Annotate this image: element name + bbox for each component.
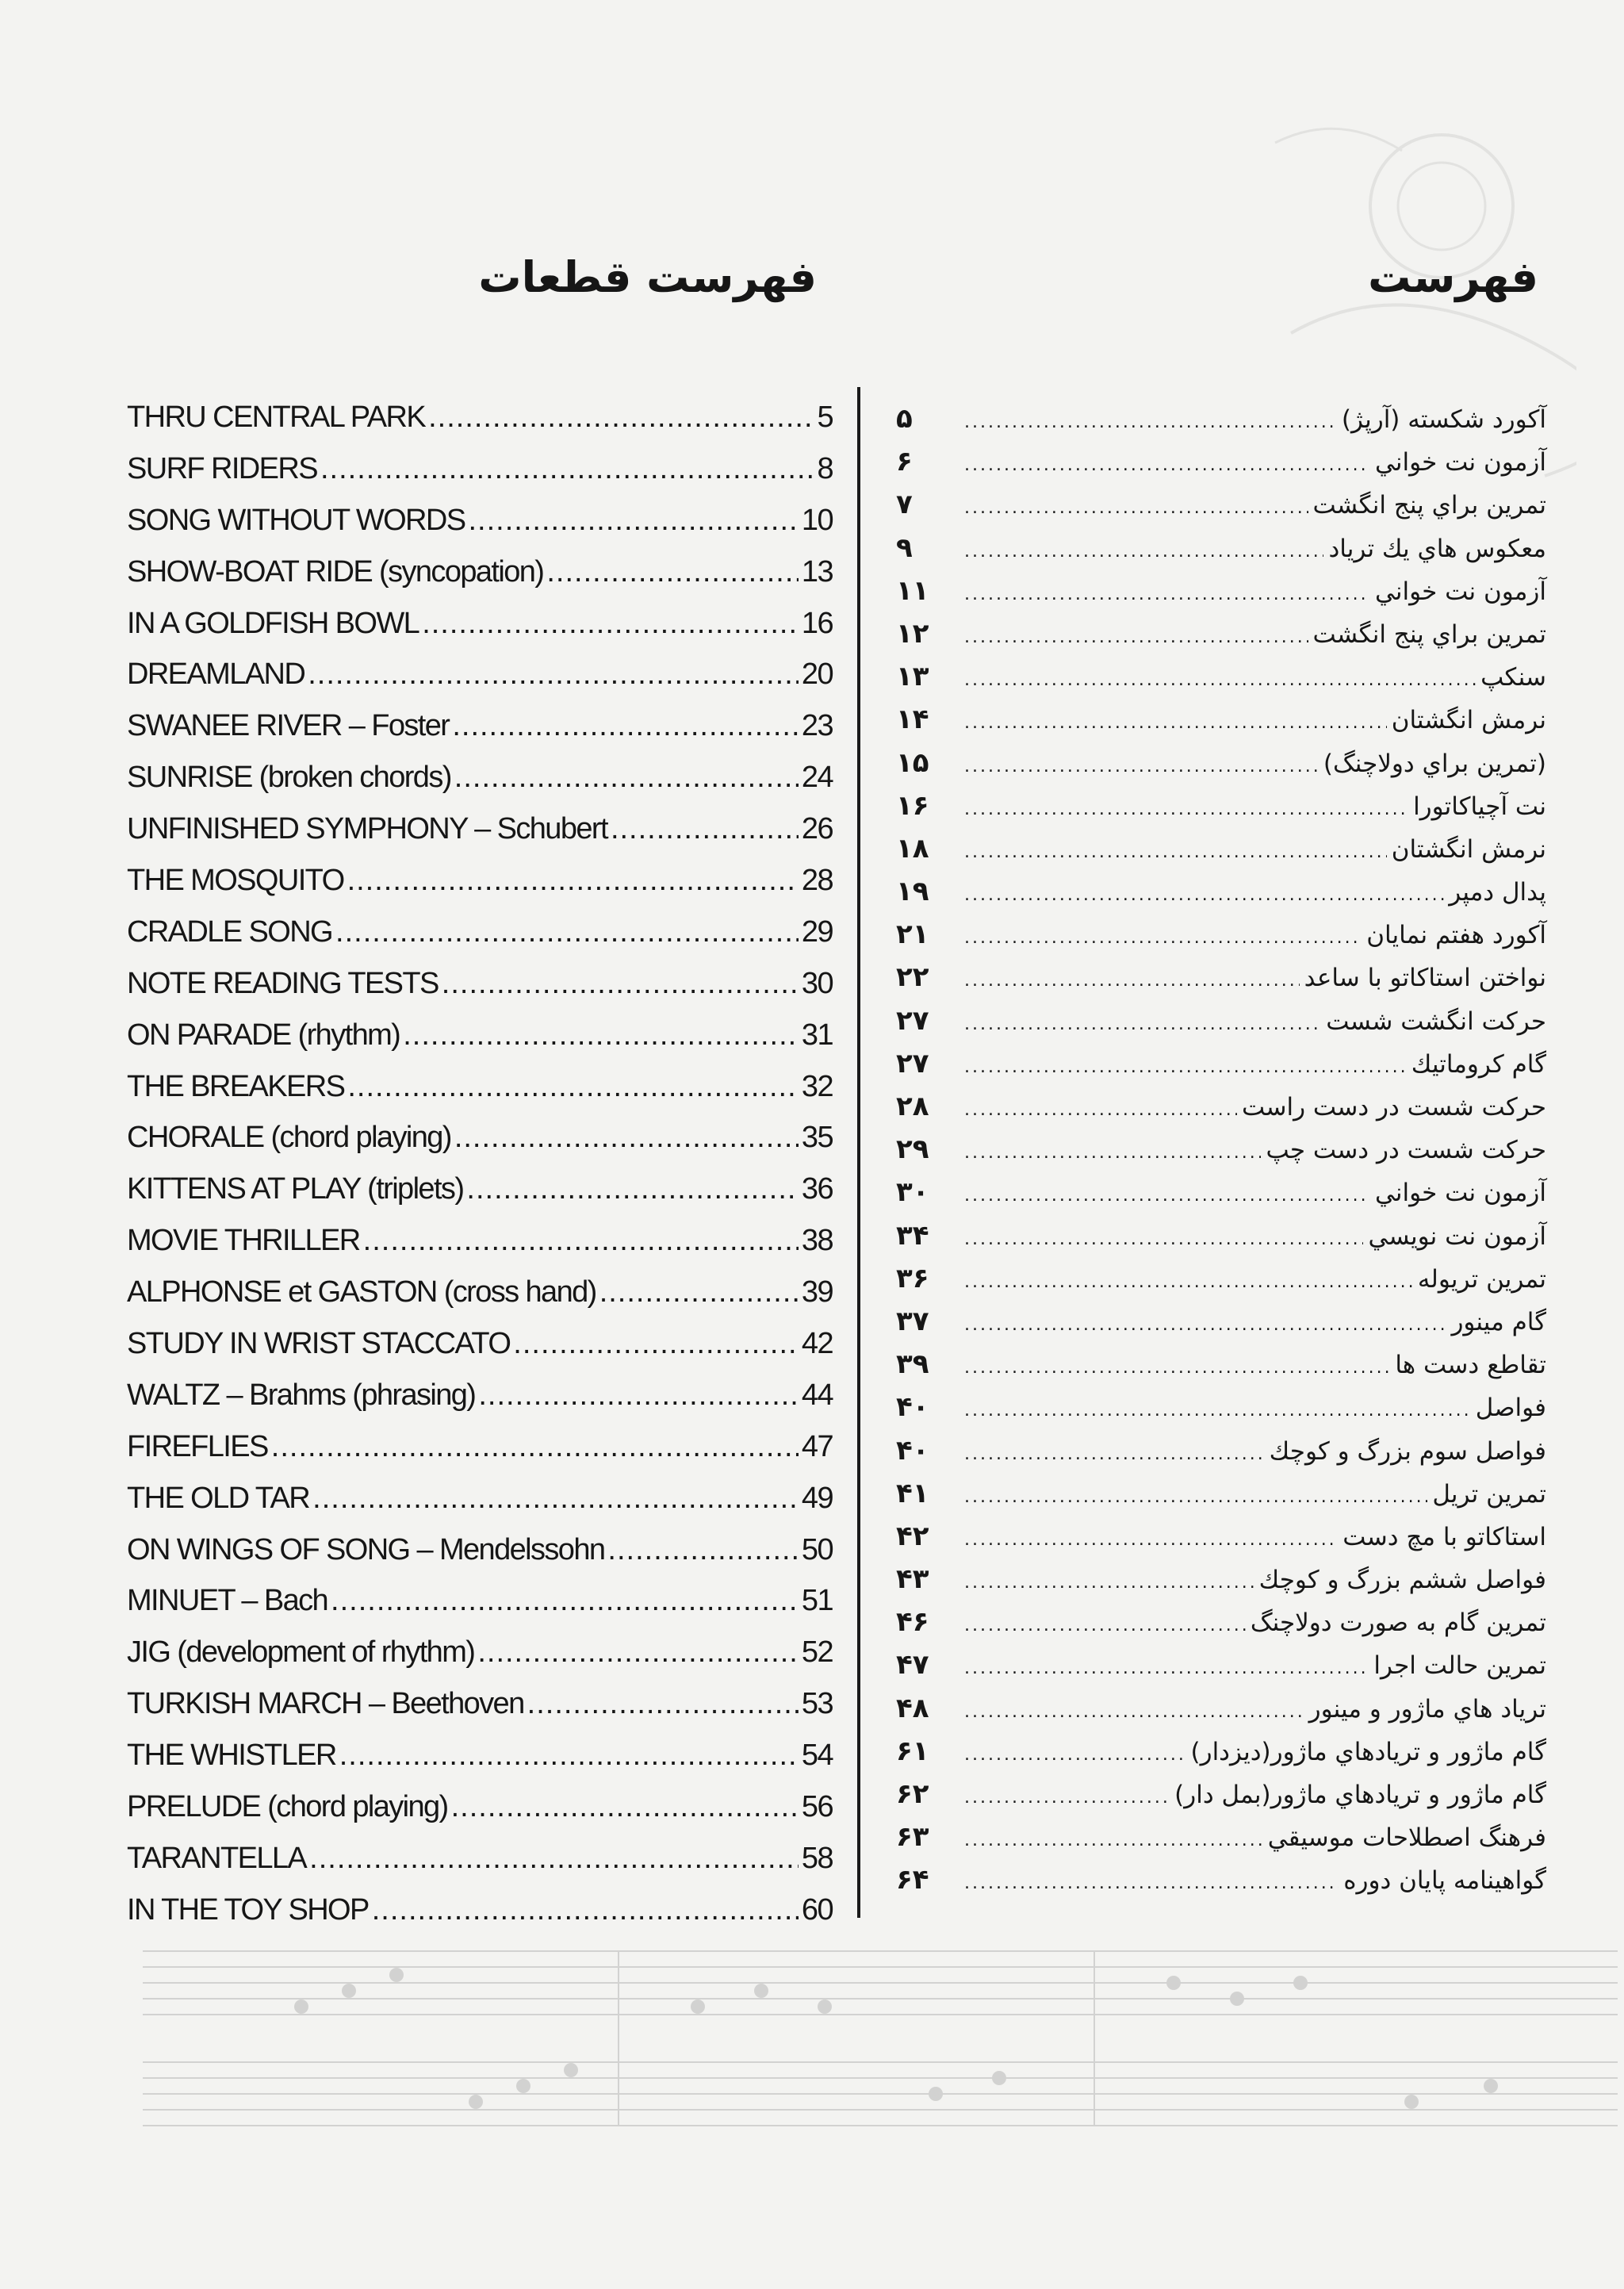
dot-leader bbox=[452, 709, 799, 743]
entry-page-number: ۲۷ bbox=[896, 1047, 929, 1079]
entry-page-number: ۴۸ bbox=[896, 1692, 929, 1724]
dot-leader bbox=[964, 799, 1408, 819]
dot-leader bbox=[312, 1482, 799, 1516]
entry-page-number: ۲۸ bbox=[896, 1091, 929, 1122]
dot-leader bbox=[372, 1893, 799, 1927]
dot-leader bbox=[964, 1014, 1321, 1034]
entry-page-number: 51 bbox=[801, 1584, 833, 1618]
entry-page-number: 26 bbox=[801, 812, 833, 846]
entry-page-number: 44 bbox=[801, 1378, 833, 1412]
dot-leader bbox=[599, 1275, 799, 1309]
contents-entry bbox=[896, 1005, 1546, 1048]
dot-leader bbox=[451, 1790, 799, 1824]
entry-page-number: ۱۴ bbox=[896, 704, 929, 736]
piece-entry bbox=[127, 812, 833, 864]
entry-page-number: ۳۷ bbox=[896, 1305, 929, 1337]
entry-title: ON PARADE (rhythm) bbox=[127, 1018, 400, 1052]
entry-page-number: ۳۶ bbox=[896, 1262, 929, 1294]
entry-page-number: ۴۰ bbox=[896, 1434, 929, 1467]
dot-leader bbox=[964, 1143, 1261, 1163]
piece-entry bbox=[127, 1327, 833, 1378]
piece-entry bbox=[127, 1635, 833, 1687]
entry-page-number: 58 bbox=[801, 1841, 833, 1875]
entry-page-number: 52 bbox=[801, 1635, 833, 1670]
contents-entry bbox=[896, 704, 1546, 746]
dot-leader bbox=[964, 1401, 1471, 1421]
piece-entry bbox=[127, 1893, 833, 1945]
entry-title: NOTE READING TESTS bbox=[127, 966, 439, 1000]
dot-leader bbox=[964, 1745, 1186, 1765]
dot-leader bbox=[513, 1327, 799, 1361]
piece-entry bbox=[127, 709, 833, 761]
dot-leader bbox=[607, 1533, 799, 1567]
dot-leader bbox=[403, 1018, 799, 1052]
entry-title: آکورد هفتم نمايان bbox=[1366, 921, 1546, 950]
dot-leader bbox=[964, 1315, 1446, 1335]
column-divider bbox=[857, 387, 860, 1918]
entry-page-number: 60 bbox=[801, 1892, 833, 1927]
piece-entry bbox=[127, 1018, 833, 1070]
entry-title: نواختن استاکاتو با ساعد bbox=[1304, 964, 1546, 993]
entry-page-number: ۴۲ bbox=[896, 1520, 929, 1552]
contents-entry bbox=[896, 1048, 1546, 1091]
piece-entry bbox=[127, 761, 833, 812]
dot-leader bbox=[363, 1224, 799, 1258]
contents-entry bbox=[896, 618, 1546, 661]
entry-title: گام مينور bbox=[1451, 1307, 1546, 1336]
dot-leader bbox=[477, 1635, 799, 1670]
entry-page-number: ۱۸ bbox=[896, 832, 929, 865]
contents-entry bbox=[896, 1176, 1546, 1219]
dot-leader bbox=[339, 1739, 799, 1773]
contents-entry bbox=[896, 961, 1546, 1004]
contents-entry bbox=[896, 1864, 1546, 1907]
contents-entry bbox=[896, 1778, 1546, 1821]
entry-page-number: 36 bbox=[801, 1172, 833, 1206]
entry-title: حرکت شست در دست چپ bbox=[1266, 1136, 1546, 1165]
dot-leader bbox=[964, 542, 1323, 562]
entry-title: سنکپ bbox=[1480, 663, 1546, 692]
entry-title: WALTZ – Brahms (phrasing) bbox=[127, 1378, 476, 1412]
entry-page-number: ۱۶ bbox=[896, 789, 929, 822]
entry-title: گواهينامه پايان دوره bbox=[1343, 1866, 1546, 1896]
entry-title: معکوس هاي يك ترياد bbox=[1328, 534, 1546, 563]
entry-title: SWANEE RIVER – Foster bbox=[127, 709, 450, 743]
dot-leader bbox=[964, 713, 1387, 733]
entry-title: IN THE TOY SHOP bbox=[127, 1892, 369, 1927]
dot-leader bbox=[527, 1687, 799, 1721]
entry-page-number: ۲۲ bbox=[896, 961, 929, 994]
dot-leader bbox=[454, 1121, 799, 1155]
dot-leader bbox=[964, 412, 1337, 432]
dot-leader bbox=[335, 915, 799, 949]
contents-entry bbox=[896, 1306, 1546, 1348]
entry-title: MINUET – Bach bbox=[127, 1584, 328, 1618]
entry-title: (تمرين براي دولاچنگ) bbox=[1323, 749, 1546, 778]
contents-entry bbox=[896, 1649, 1546, 1692]
entry-page-number: ۲۷ bbox=[896, 1004, 929, 1037]
dot-leader bbox=[422, 607, 799, 641]
entry-title: FIREFLIES bbox=[127, 1429, 268, 1463]
entry-page-number: 20 bbox=[801, 658, 833, 692]
dot-leader bbox=[611, 812, 799, 846]
contents-entry bbox=[896, 575, 1546, 618]
dot-leader bbox=[454, 761, 799, 795]
entry-page-number: ۱۹ bbox=[896, 876, 929, 908]
piece-entry bbox=[127, 1275, 833, 1327]
entry-title: CRADLE SONG bbox=[127, 914, 333, 949]
piece-entry bbox=[127, 915, 833, 967]
entry-page-number: ۱۱ bbox=[896, 574, 929, 607]
piece-entry bbox=[127, 967, 833, 1018]
entry-title: آزمون نت خواني bbox=[1374, 1179, 1546, 1208]
dot-leader bbox=[546, 555, 799, 589]
entry-title: فواصل ششم بزرگ و کوچك bbox=[1258, 1566, 1546, 1595]
contents-entry bbox=[896, 1478, 1546, 1520]
entry-title: گام ماژور و تريادهاي ماژور(ديزدار) bbox=[1190, 1737, 1546, 1766]
entry-page-number: ۵ bbox=[896, 403, 913, 435]
entry-title: SURF RIDERS bbox=[127, 451, 317, 485]
entry-title: نرمش انگشتان bbox=[1391, 706, 1546, 735]
contents-entry bbox=[896, 876, 1546, 918]
entry-title: تقاطع دست ها bbox=[1395, 1351, 1546, 1380]
entry-title: DREAMLAND bbox=[127, 658, 305, 692]
contents-list bbox=[896, 403, 1546, 1908]
entry-page-number: 39 bbox=[801, 1275, 833, 1309]
dot-leader bbox=[964, 627, 1308, 647]
entry-title: TARANTELLA bbox=[127, 1841, 307, 1875]
contents-entry bbox=[896, 1735, 1546, 1778]
piece-entry bbox=[127, 452, 833, 504]
entry-page-number: ۲۹ bbox=[896, 1133, 929, 1166]
dot-leader bbox=[347, 1070, 799, 1104]
contents-entry bbox=[896, 489, 1546, 531]
entry-page-number: 50 bbox=[801, 1532, 833, 1566]
entry-title: تمرين حالت اجرا bbox=[1373, 1651, 1546, 1681]
contents-entry bbox=[896, 1435, 1546, 1478]
dot-leader bbox=[964, 1831, 1263, 1850]
piece-entry bbox=[127, 504, 833, 555]
dot-leader bbox=[964, 885, 1444, 905]
dot-leader bbox=[466, 1172, 799, 1206]
dot-leader bbox=[964, 1444, 1265, 1464]
entry-page-number: ۶ bbox=[896, 446, 913, 478]
entry-page-number: ۶۳ bbox=[896, 1821, 929, 1854]
entry-title: استاکاتو با مچ دست bbox=[1342, 1522, 1546, 1551]
entry-title: THE WHISTLER bbox=[127, 1739, 336, 1773]
entry-page-number: ۴۶ bbox=[896, 1606, 929, 1639]
entry-page-number: ۳۴ bbox=[896, 1219, 929, 1252]
dot-leader bbox=[964, 1702, 1304, 1722]
entry-page-number: 28 bbox=[801, 864, 833, 898]
dot-leader bbox=[271, 1430, 799, 1464]
dot-leader bbox=[964, 670, 1476, 690]
dot-leader bbox=[468, 504, 798, 538]
entry-page-number: ۱۲ bbox=[896, 617, 929, 650]
entry-title: MOVIE THRILLER bbox=[127, 1224, 360, 1258]
dot-leader bbox=[964, 1487, 1427, 1507]
dot-leader bbox=[320, 452, 814, 486]
dot-leader bbox=[964, 1057, 1407, 1077]
contents-heading: فهرست bbox=[1368, 252, 1538, 302]
contents-entry bbox=[896, 1563, 1546, 1606]
piece-entry bbox=[127, 658, 833, 709]
entry-page-number: 54 bbox=[801, 1739, 833, 1773]
entry-title: SONG WITHOUT WORDS bbox=[127, 503, 465, 537]
dot-leader bbox=[442, 967, 799, 1001]
piece-entry bbox=[127, 1584, 833, 1635]
dot-leader bbox=[964, 1873, 1339, 1893]
dot-leader bbox=[331, 1584, 799, 1618]
entry-page-number: ۶۲ bbox=[896, 1778, 929, 1810]
entry-title: TURKISH MARCH – Beethoven bbox=[127, 1687, 524, 1721]
entry-page-number: ۶۱ bbox=[896, 1735, 929, 1767]
entry-title: آکورد شکسته (آرپژ) bbox=[1341, 405, 1546, 434]
piece-entry bbox=[127, 1687, 833, 1739]
dot-leader bbox=[428, 401, 814, 435]
entry-page-number: 13 bbox=[801, 554, 833, 589]
contents-entry bbox=[896, 1348, 1546, 1391]
entry-title: KITTENS AT PLAY (triplets) bbox=[127, 1172, 464, 1206]
entry-title: آزمون نت خواني bbox=[1374, 577, 1546, 606]
contents-entry bbox=[896, 747, 1546, 790]
pieces-list bbox=[127, 401, 833, 1945]
entry-title: ON WINGS OF SONG – Mendelssohn bbox=[127, 1532, 605, 1566]
entry-page-number: 10 bbox=[801, 503, 833, 537]
dot-leader bbox=[964, 928, 1362, 948]
piece-entry bbox=[127, 1482, 833, 1533]
entry-title: فرهنگ اصطلاحات موسيقي bbox=[1267, 1823, 1546, 1853]
entry-page-number: 31 bbox=[801, 1018, 833, 1052]
entry-title: نت آچياکاتورا bbox=[1413, 792, 1546, 821]
contents-entry bbox=[896, 1693, 1546, 1735]
dot-leader bbox=[964, 1573, 1254, 1593]
entry-title: THRU CENTRAL PARK bbox=[127, 401, 426, 434]
contents-entry bbox=[896, 1091, 1546, 1133]
entry-page-number: ۶۴ bbox=[896, 1864, 929, 1896]
dot-leader bbox=[964, 498, 1308, 518]
piece-entry bbox=[127, 401, 833, 452]
contents-entry bbox=[896, 661, 1546, 704]
entry-page-number: 16 bbox=[801, 606, 833, 640]
contents-entry bbox=[896, 1606, 1546, 1649]
entry-page-number: ۳۰ bbox=[896, 1176, 929, 1209]
pieces-heading: فهرست قطعات bbox=[478, 252, 817, 302]
contents-entry bbox=[896, 1263, 1546, 1306]
entry-page-number: 29 bbox=[801, 914, 833, 949]
dot-leader bbox=[964, 1616, 1246, 1635]
entry-title: ALPHONSE et GASTON (cross hand) bbox=[127, 1275, 596, 1309]
entry-page-number: ۴۳ bbox=[896, 1563, 929, 1596]
dot-leader bbox=[964, 1658, 1369, 1678]
contents-entry bbox=[896, 790, 1546, 833]
entry-page-number: 53 bbox=[801, 1687, 833, 1721]
contents-entry bbox=[896, 1391, 1546, 1434]
piece-entry bbox=[127, 1739, 833, 1790]
entry-title: حرکت شست در دست راست bbox=[1242, 1093, 1546, 1121]
entry-page-number: 42 bbox=[801, 1327, 833, 1361]
piece-entry bbox=[127, 1842, 833, 1893]
entry-page-number: 35 bbox=[801, 1121, 833, 1155]
entry-title: تمرين براي پنج انگشت bbox=[1312, 491, 1546, 520]
dot-leader bbox=[964, 971, 1300, 991]
entry-page-number: 5 bbox=[817, 401, 833, 434]
entry-page-number: 47 bbox=[801, 1429, 833, 1463]
dot-leader bbox=[964, 1229, 1363, 1249]
dot-leader bbox=[964, 1186, 1370, 1206]
entry-title: فواصل bbox=[1475, 1394, 1546, 1423]
dot-leader bbox=[964, 842, 1387, 862]
entry-title: THE OLD TAR bbox=[127, 1481, 310, 1515]
piece-entry bbox=[127, 1224, 833, 1275]
entry-title: THE MOSQUITO bbox=[127, 864, 344, 898]
contents-entry bbox=[896, 918, 1546, 961]
entry-title: UNFINISHED SYMPHONY – Schubert bbox=[127, 812, 607, 846]
entry-title: ترياد هاي ماژور و مينور bbox=[1308, 1694, 1546, 1723]
entry-title: SUNRISE (broken chords) bbox=[127, 761, 451, 795]
entry-title: تمرين تريل bbox=[1432, 1479, 1546, 1509]
entry-title: حرکت انگشت شست bbox=[1326, 1006, 1546, 1036]
contents-entry bbox=[896, 833, 1546, 876]
entry-page-number: ۳۹ bbox=[896, 1348, 929, 1381]
dot-leader bbox=[964, 455, 1370, 475]
dot-leader bbox=[964, 1272, 1413, 1292]
entry-title: تمرين تريوله bbox=[1417, 1264, 1546, 1294]
piece-entry bbox=[127, 1172, 833, 1224]
entry-page-number: ۹ bbox=[896, 531, 913, 564]
contents-entry bbox=[896, 532, 1546, 575]
entry-title: تمرين گام به صورت دولاچنگ bbox=[1250, 1608, 1546, 1638]
contents-entry bbox=[896, 1133, 1546, 1176]
entry-page-number: ۴۱ bbox=[896, 1477, 929, 1509]
entry-page-number: ۱۵ bbox=[896, 746, 929, 779]
dot-leader bbox=[308, 658, 799, 692]
piece-entry bbox=[127, 1378, 833, 1430]
piece-entry bbox=[127, 555, 833, 607]
contents-entry bbox=[896, 403, 1546, 446]
entry-page-number: ۲۱ bbox=[896, 918, 929, 951]
piece-entry bbox=[127, 1790, 833, 1842]
dot-leader bbox=[478, 1378, 799, 1413]
piece-entry bbox=[127, 1430, 833, 1482]
entry-page-number: 49 bbox=[801, 1481, 833, 1515]
entry-page-number: ۴۷ bbox=[896, 1649, 929, 1681]
entry-title: JIG (development of rhythm) bbox=[127, 1635, 475, 1670]
entry-title: گام ماژور و تريادهاي ماژور(بمل دار) bbox=[1174, 1781, 1546, 1809]
entry-title: CHORALE (chord playing) bbox=[127, 1121, 451, 1155]
entry-title: IN A GOLDFISH BOWL bbox=[127, 606, 419, 640]
entry-title: فواصل سوم بزرگ و کوچك bbox=[1269, 1436, 1546, 1466]
entry-title: گام کروماتيك bbox=[1411, 1049, 1546, 1079]
entry-title: آزمون نت نويسي bbox=[1368, 1221, 1546, 1251]
entry-title: نرمش انگشتان bbox=[1391, 834, 1546, 864]
contents-entry bbox=[896, 1520, 1546, 1563]
piece-entry bbox=[127, 607, 833, 658]
piece-entry bbox=[127, 1533, 833, 1585]
entry-page-number: 30 bbox=[801, 966, 833, 1000]
contents-entry bbox=[896, 1220, 1546, 1263]
entry-page-number: 56 bbox=[801, 1790, 833, 1824]
entry-title: تمرين براي پنج انگشت bbox=[1312, 619, 1546, 649]
entry-page-number: 32 bbox=[801, 1069, 833, 1103]
piece-entry bbox=[127, 864, 833, 915]
entry-page-number: ۱۳ bbox=[896, 661, 929, 693]
background-staff-icon bbox=[143, 1935, 1618, 2141]
dot-leader bbox=[964, 1788, 1170, 1808]
entry-title: پدال دمپر bbox=[1449, 878, 1546, 907]
entry-page-number: ۷ bbox=[896, 489, 913, 521]
piece-entry bbox=[127, 1070, 833, 1121]
dot-leader bbox=[964, 1530, 1338, 1550]
entry-page-number: 38 bbox=[801, 1224, 833, 1258]
entry-page-number: 24 bbox=[801, 761, 833, 795]
entry-page-number: 8 bbox=[817, 451, 833, 485]
entry-page-number: ۴۰ bbox=[896, 1391, 929, 1424]
dot-leader bbox=[347, 864, 799, 898]
contents-entry bbox=[896, 1821, 1546, 1864]
entry-title: PRELUDE (chord playing) bbox=[127, 1790, 448, 1824]
entry-page-number: 23 bbox=[801, 709, 833, 743]
contents-entry bbox=[896, 446, 1546, 489]
piece-entry bbox=[127, 1121, 833, 1172]
entry-title: STUDY IN WRIST STACCATO bbox=[127, 1327, 511, 1361]
dot-leader bbox=[964, 585, 1370, 604]
entry-title: THE BREAKERS bbox=[127, 1069, 345, 1103]
dot-leader bbox=[964, 757, 1319, 776]
dot-leader bbox=[309, 1842, 799, 1876]
entry-title: آزمون نت خواني bbox=[1374, 448, 1546, 477]
entry-title: SHOW-BOAT RIDE (syncopation) bbox=[127, 554, 544, 589]
dot-leader bbox=[964, 1100, 1237, 1120]
dot-leader bbox=[964, 1358, 1390, 1378]
